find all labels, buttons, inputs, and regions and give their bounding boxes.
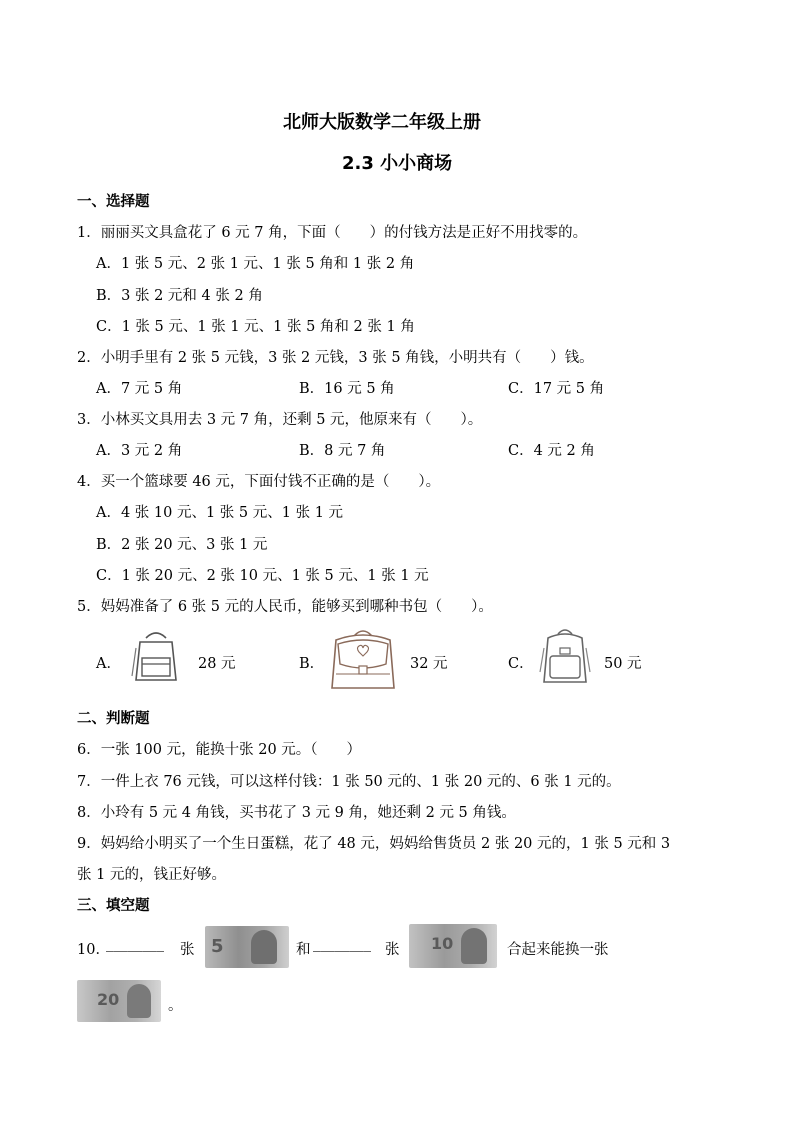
question-1-option-b: B．3 张 2 元和 4 张 2 角: [96, 288, 263, 304]
banknote-5-yuan: [205, 926, 289, 968]
question-4-option-a: A．4 张 10 元、1 张 5 元、1 张 1 元: [96, 505, 344, 521]
question-10-number: 10．: [77, 942, 110, 958]
backpack-a-icon: [130, 628, 182, 684]
section-heading-fill: 三、填空题: [77, 898, 150, 914]
portrait-icon: [127, 984, 151, 1018]
fill-blank-1[interactable]: ________: [106, 936, 164, 952]
question-4-option-c: C．1 张 20 元、2 张 10 元、1 张 5 元、1 张 1 元: [96, 568, 429, 584]
question-4-option-b: B．2 张 20 元、3 张 1 元: [96, 537, 268, 553]
question-5-option-a-price: 28 元: [198, 656, 236, 672]
question-2-option-a: A．7 元 5 角: [96, 381, 183, 397]
banknote-10-denomination: 10: [431, 934, 454, 953]
conjunction-and: 和: [296, 942, 311, 958]
question-1-option-a: A．1 张 5 元、2 张 1 元、1 张 5 角和 1 张 2 角: [96, 256, 415, 272]
question-5-stem: 5．妈妈准备了 6 张 5 元的人民币，能够买到哪种书包（ ）。: [77, 599, 493, 615]
question-9-line-1: 9．妈妈给小明买了一个生日蛋糕，花了 48 元，妈妈给售货员 2 张 20 元的，1 张 5 元和 3: [77, 836, 671, 852]
question-3-option-b: B．8 元 7 角: [299, 443, 386, 459]
question-4-stem: 4．买一个篮球要 46 元，下面付钱不正确的是（ ）。: [77, 474, 441, 490]
question-5-option-b-label: B．: [299, 656, 325, 672]
question-5-option-a-label: A．: [96, 656, 121, 672]
question-5-option-b-price: 32 元: [410, 656, 448, 672]
banknote-20-denomination: 20: [97, 990, 120, 1009]
unit-label-1: 张: [180, 942, 195, 958]
question-2-option-c: C．17 元 5 角: [508, 381, 605, 397]
question-3-option-c: C．4 元 2 角: [508, 443, 595, 459]
question-3-option-a: A．3 元 2 角: [96, 443, 183, 459]
backpack-c-icon: [538, 626, 592, 684]
fill-blank-2[interactable]: ________: [313, 936, 371, 952]
portrait-icon: [461, 928, 487, 964]
question-5-option-c-price: 50 元: [604, 656, 642, 672]
backpack-b-icon: [326, 626, 400, 692]
question-1-option-c: C．1 张 5 元、1 张 1 元、1 张 5 角和 2 张 1 角: [96, 319, 415, 335]
question-9-line-2: 张 1 元的，钱正好够。: [77, 867, 226, 883]
page-subtitle: 2.3 小小商场: [342, 153, 453, 174]
section-heading-choice: 一、选择题: [77, 194, 150, 210]
sentence-end-period: 。: [168, 998, 183, 1014]
unit-label-2: 张: [385, 942, 400, 958]
banknote-20-yuan: [77, 980, 161, 1022]
question-1-stem: 1．丽丽买文具盒花了 6 元 7 角，下面（ ）的付钱方法是正好不用找零的。: [77, 225, 588, 241]
question-2-option-b: B．16 元 5 角: [299, 381, 395, 397]
question-2-stem: 2．小明手里有 2 张 5 元钱，3 张 2 元钱，3 张 5 角钱，小明共有（ ）钱。: [77, 350, 594, 366]
question-8: 8．小玲有 5 元 4 角钱，买书花了 3 元 9 角，她还剩 2 元 5 角钱。: [77, 805, 516, 821]
section-heading-judge: 二、判断题: [77, 711, 150, 727]
question-6: 6．一张 100 元，能换十张 20 元。（ ）: [77, 742, 362, 758]
fill-tail-text: 合起来能换一张: [507, 942, 609, 958]
question-3-stem: 3．小林买文具用去 3 元 7 角，还剩 5 元，他原来有（ ）。: [77, 412, 483, 428]
question-7: 7．一件上衣 76 元钱，可以这样付钱：1 张 50 元的、1 张 20 元的、6 张 1 元的。: [77, 774, 621, 790]
banknote-5-denomination: 5: [211, 936, 224, 957]
question-5-option-c-label: C．: [508, 656, 534, 672]
banknote-10-yuan: [409, 924, 497, 968]
portrait-icon: [251, 930, 277, 964]
page-title: 北师大版数学二年级上册: [283, 112, 481, 133]
